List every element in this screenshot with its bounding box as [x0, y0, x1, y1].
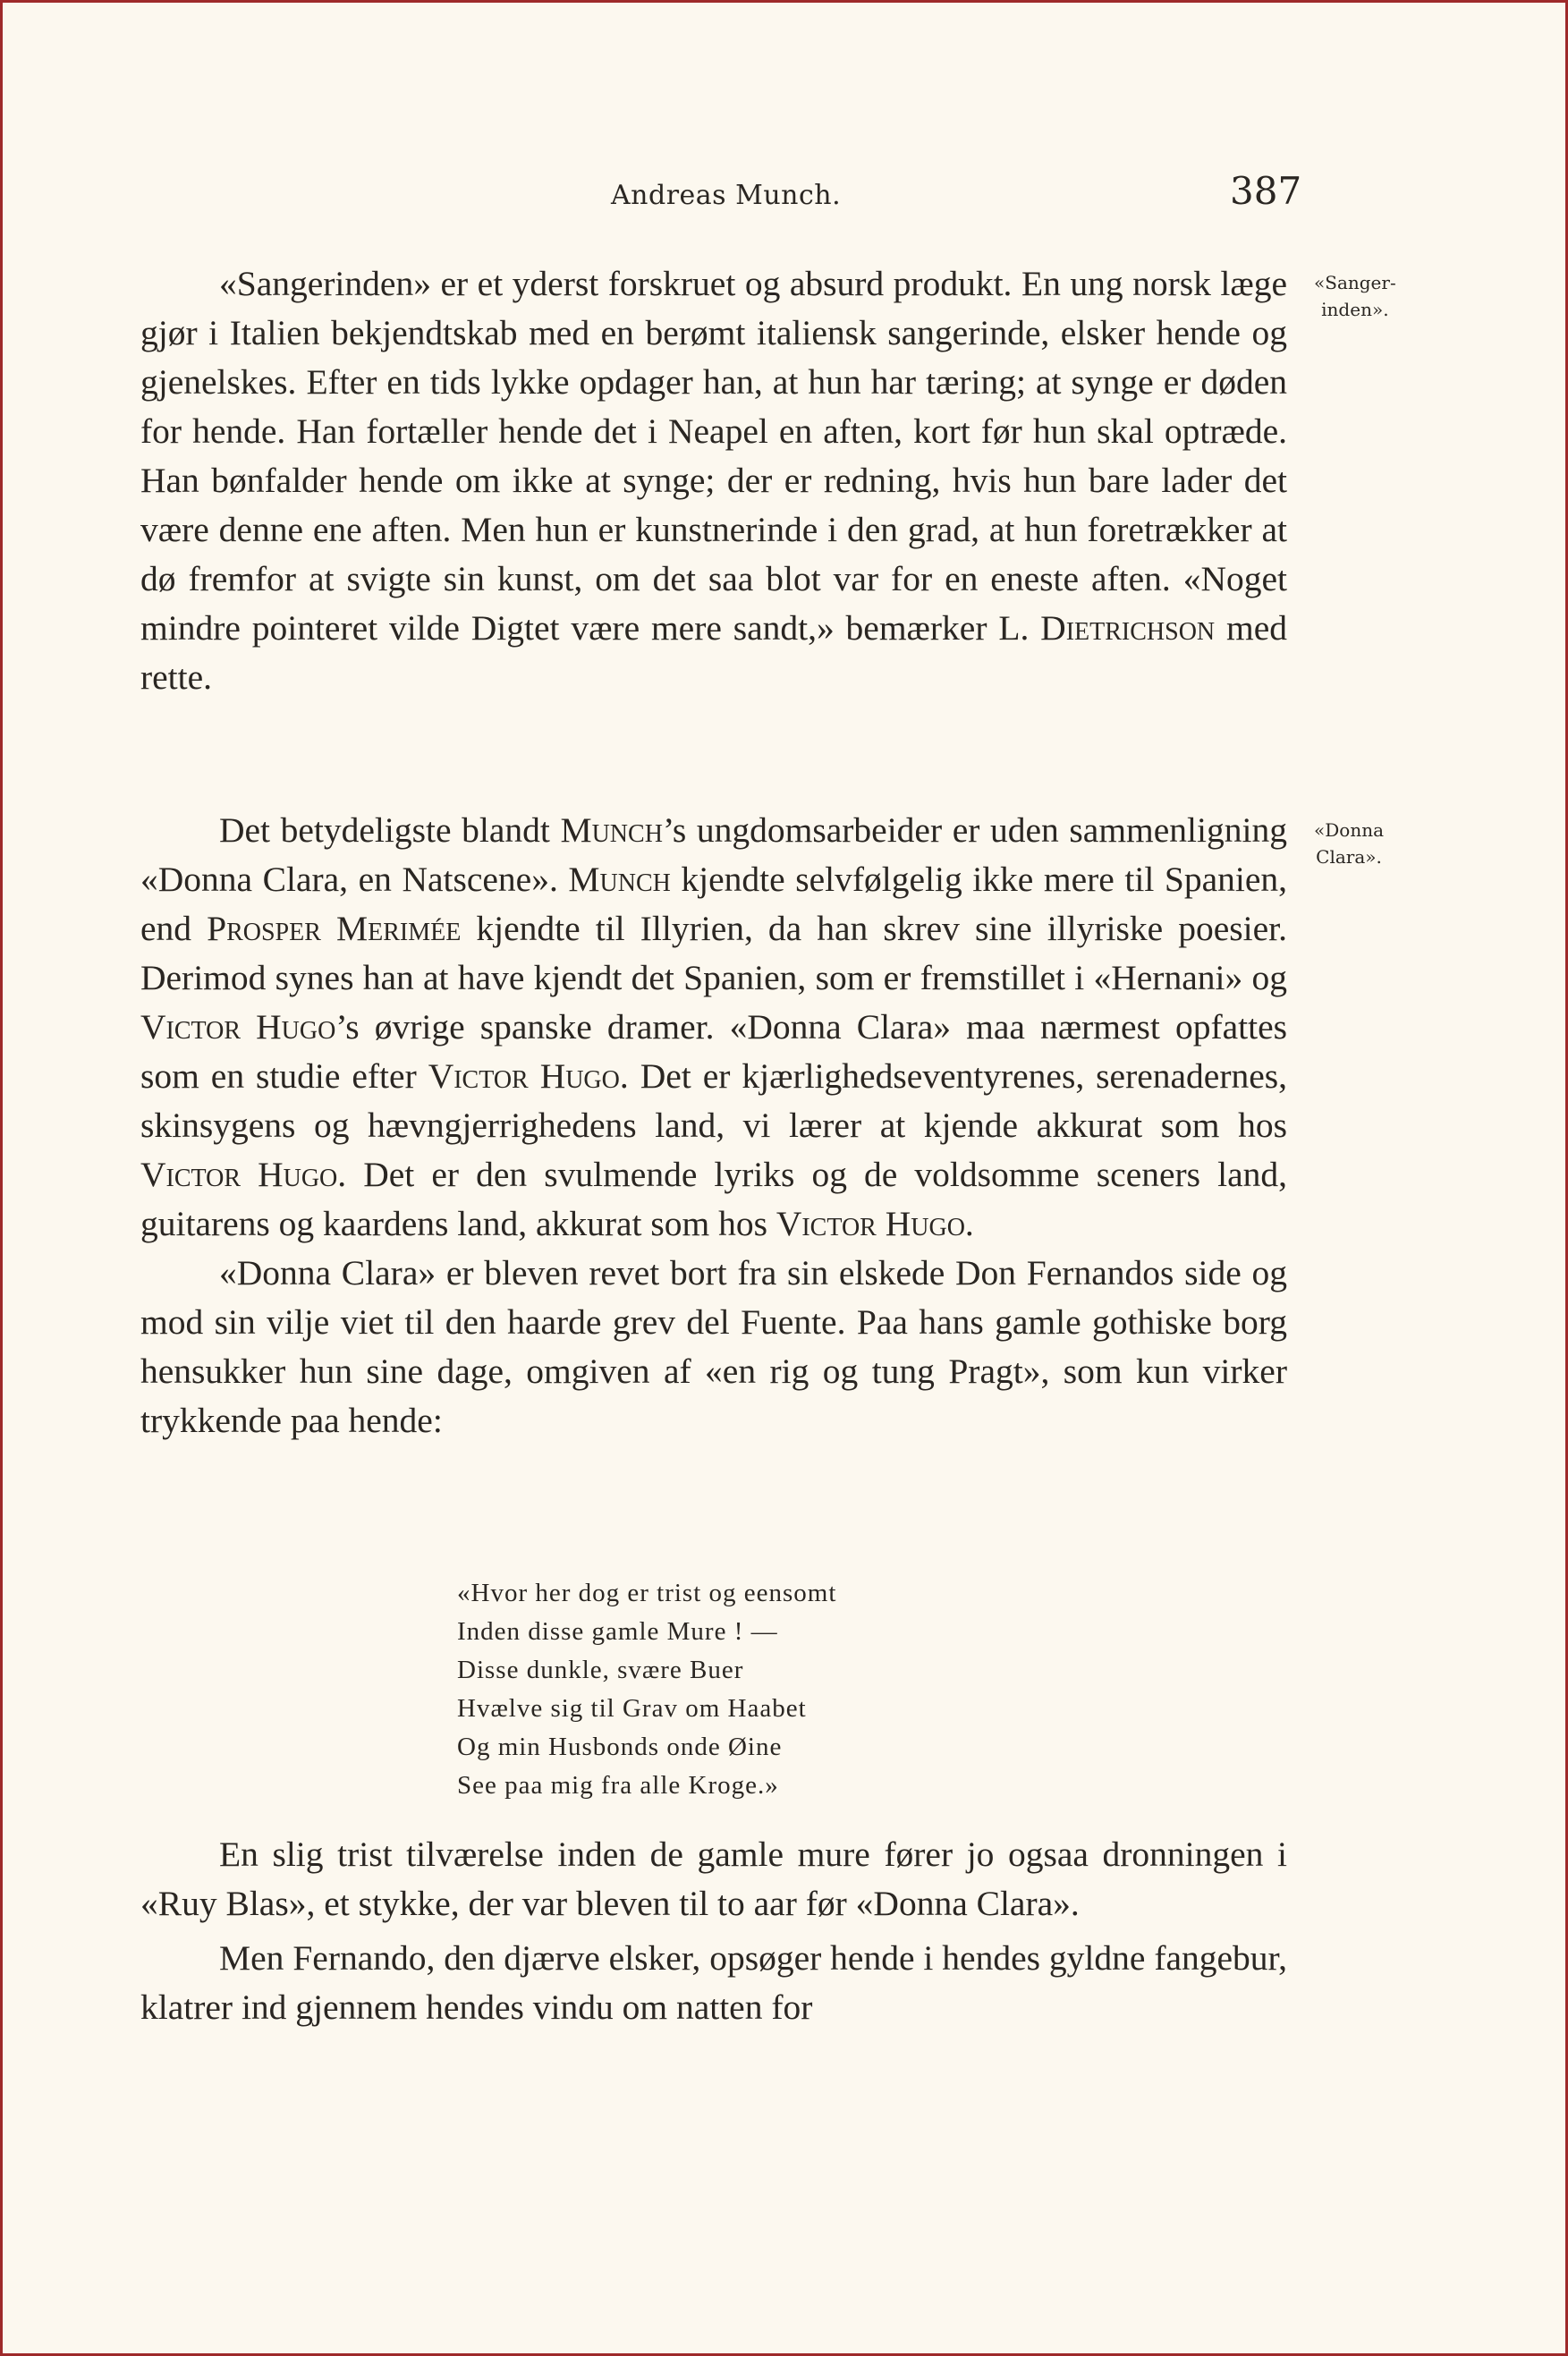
marginal-note-donna-clara — [1314, 817, 1384, 870]
verse-line: Hvælve sig til Grav om Haabet — [457, 1694, 807, 1723]
author-name: Munch — [568, 860, 671, 899]
text-run: Det betydeligste blandt — [219, 810, 561, 850]
text-run: Men Fernando, den djærve elsker, opsøger hende i hendes gyldne fangebur, klatrer ind gjennem hendes vindu om natten for — [140, 1938, 1287, 2027]
author-name: Prosper Merimée — [207, 909, 462, 948]
verse-line: Disse dunkle, svære Buer — [457, 1656, 744, 1684]
marginal-note-sangerinden — [1314, 269, 1396, 323]
text-run: med rette. — [140, 608, 1287, 697]
paragraph-text — [140, 1934, 1287, 2032]
paragraph-text — [140, 806, 1287, 1249]
paragraph-text — [140, 1249, 1287, 1445]
author-name: Victor Hugo — [140, 1155, 338, 1194]
text-run: «Sangerinden» er et yderst forskruet og absurd produkt. En ung norsk læge gjør i Italien bekjendtskab med en berømt italiensk sangerinde, elsker hende og gjenelskes. Efter en tids lykke opdager han, at hun har tæring; at synge er døden for hende. Han fortæller hende det i Neapel en aften, kort før hun skal optræde. Han bønfalder hende om ikke at synge; der er redning, hvis hun bare lader det være denne ene aften. Men hun er kunstnerinde i den grad, at hun foretrækker at dø fremfor at svigte sin kunst, om det saa blot var for en eneste aften. «Noget mindre pointeret vilde Digtet være mere sandt,» bemærker L. — [140, 264, 1287, 648]
text-run: ’s øvrige spanske dramer. «Donna Clara» maa nærmest opfattes som en studie efter — [140, 1007, 1287, 1096]
text-run: «Donna Clara» er bleven revet bort fra sin elskede Don Fernandos side og mod sin vilje viet til den haarde grev del Fuente. Paa hans gamle gothiske borg hensukker hun sine dage, omgiven af «en rig og tung Pragt», som kun virker trykkende paa hende: — [140, 1253, 1287, 1440]
paragraphs-donna-clara — [140, 806, 1287, 1445]
paragraph-text — [140, 259, 1287, 702]
text-run: . — [964, 1204, 974, 1243]
text-run: . Det er kjærlighedseventyrenes, serenadernes, skinsygens og hævngjerrighedens land, vi lærer at kjende akkurat som hos — [140, 1056, 1288, 1145]
verse-quotation — [457, 1574, 836, 1805]
marginal-note-line: Clara». — [1316, 846, 1382, 868]
marginal-note-line: «Sanger- — [1314, 272, 1396, 293]
verse-line: Og min Husbonds onde Øine — [457, 1733, 783, 1761]
text-run: kjendte til Illyrien, da han skrev sine illyriske poesier. Derimod synes han at have kjendt det Spanien, som er fremstillet i «Hernani» og — [140, 909, 1287, 997]
verse-line: See paa mig fra alle Kroge.» — [457, 1771, 779, 1800]
author-name: Victor Hugo — [140, 1007, 336, 1047]
paragraphs-after-verse — [140, 1830, 1287, 2032]
text-run: . Det er den svulmende lyriks og de voldsomme sceners land, guitarens og kaardens land, akkurat som hos — [140, 1155, 1288, 1243]
text-run: ’s ungdomsarbeider er uden sammenligning «Donna Clara, en Natscene». — [140, 810, 1287, 899]
text-run: kjendte selvfølgelig ikke mere til Spanien, end — [140, 860, 1287, 948]
marginal-note-line: inden». — [1321, 299, 1389, 320]
running-head: Andreas Munch. — [611, 180, 842, 211]
marginal-note-line: «Donna — [1314, 819, 1384, 841]
paragraph-text — [140, 1830, 1287, 1928]
author-name: Victor Hugo — [428, 1056, 620, 1096]
verse-line: «Hvor her dog er trist og eensomt — [457, 1579, 837, 1607]
text-run: En slig trist tilværelse inden de gamle mure fører jo ogsaa dronningen i «Ruy Blas», et stykke, der var bleven til to aar før «Donna Clara». — [140, 1835, 1287, 1923]
verse-line: Inden disse gamle Mure ! — — [457, 1617, 778, 1646]
author-name: Munch — [560, 810, 663, 850]
author-name: Dietrichson — [1040, 608, 1216, 648]
author-name: Victor Hugo — [776, 1204, 965, 1243]
page-number: 387 — [1230, 169, 1302, 213]
paragraph-sangerinden — [140, 259, 1287, 702]
